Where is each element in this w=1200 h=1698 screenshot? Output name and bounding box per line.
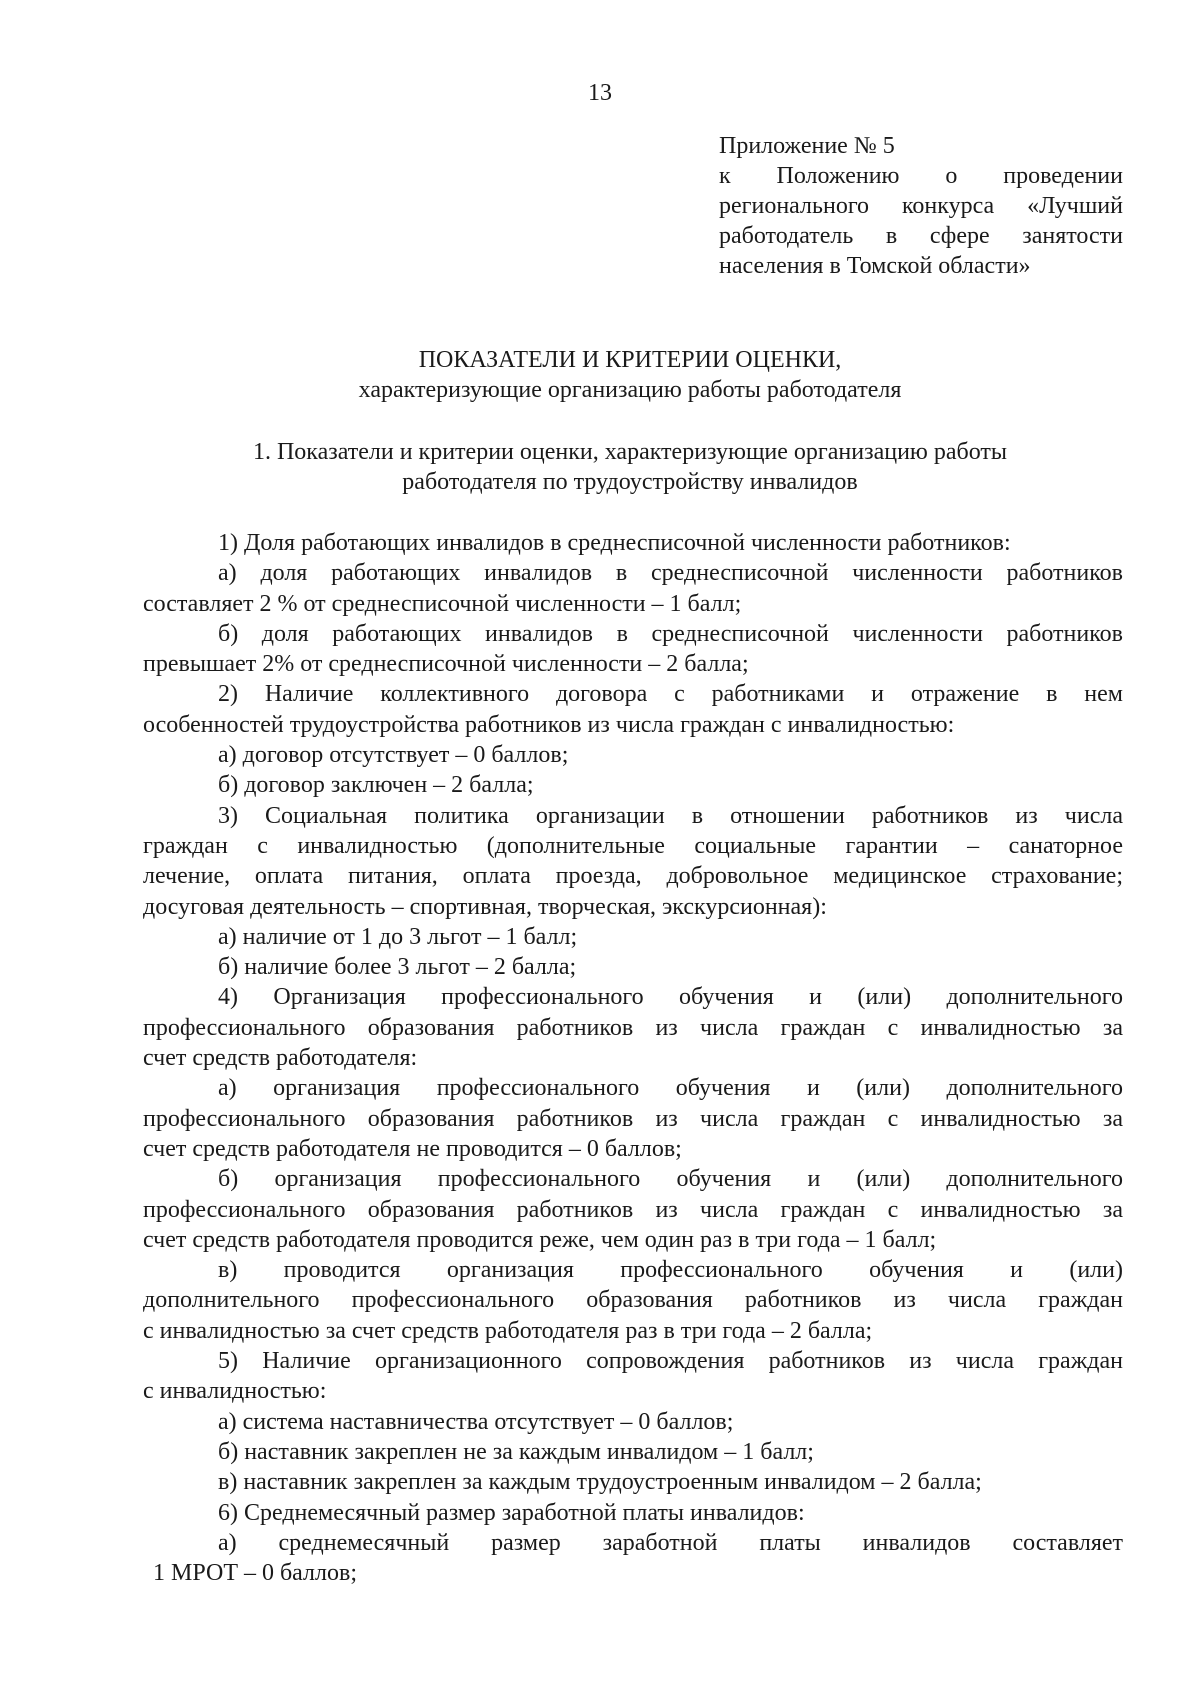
body-line: б) наставник закреплен не за каждым инвалидом – 1 балл; [218,1438,814,1465]
body-line: счет средств работодателя: [143,1045,418,1072]
appendix-line: регионального конкурса «Лучший [719,193,1123,219]
body-line: а) договор отсутствует – 0 баллов; [218,742,569,769]
section-heading-line: работодателя по трудоустройству инвалидов [402,469,858,495]
body-line: с инвалидностью за счет средств работодателя раз в три года – 2 балла; [143,1317,873,1344]
body-line: б) доля работающих инвалидов в среднесписочной численности работников [218,620,1123,647]
body-line: в) проводится организация профессионального обучения и (или) [218,1257,1123,1284]
body-line: профессионального образования работников из числа граждан с инвалидностью за [143,1014,1123,1041]
body-line: а) организация профессионального обучения и (или) дополнительного [218,1075,1123,1102]
title-line: ПОКАЗАТЕЛИ И КРИТЕРИИ ОЦЕНКИ, [418,347,842,373]
section-heading [0,437,1200,497]
appendix-line: населения в Томской области» [719,253,1031,279]
body-line: 5) Наличие организационного сопровождения работников из числа граждан [218,1348,1123,1375]
appendix-header [719,131,1123,281]
body-line: б) наличие более 3 льгот – 2 балла; [218,954,577,981]
body-line: лечение, оплата питания, оплата проезда, добровольное медицинское страхование; [143,863,1123,890]
body-line: дополнительного профессионального образования работников из числа граждан [143,1287,1123,1314]
body-line: 4) Организация профессионального обучения и (или) дополнительного [218,984,1123,1011]
body-line: а) среднемесячный размер заработной платы инвалидов составляет [218,1529,1123,1556]
body-line: б) договор заключен – 2 балла; [218,772,534,799]
body-line: превышает 2% от среднесписочной численности – 2 балла; [143,651,749,678]
body-line: 1) Доля работающих инвалидов в среднесписочной численности работников: [218,530,1011,556]
body-line: профессионального образования работников из числа граждан с инвалидностью за [143,1105,1123,1132]
body-line: досуговая деятельность – спортивная, творческая, экскурсионная): [143,893,827,920]
body-line: 2) Наличие коллективного договора с работниками и отражение в нем [218,681,1123,708]
appendix-line: к Положению о проведении [719,163,1123,189]
body-line: 1 МРОТ – 0 баллов; [153,1560,357,1587]
appendix-line: Приложение № 5 [719,133,895,159]
body-text [143,528,1123,1588]
appendix-line: работодатель в сфере занятости [719,223,1123,249]
body-line: счет средств работодателя проводится реже, чем один раз в три года – 1 балл; [143,1226,937,1253]
body-line: 6) Среднемесячный размер заработной платы инвалидов: [218,1499,805,1526]
page-number: 13 [588,80,612,106]
body-line: особенностей трудоустройства работников из числа граждан с инвалидностью: [143,711,955,738]
subtitle-line: характеризующие организацию работы работодателя [358,377,902,403]
body-line: с инвалидностью: [143,1378,327,1405]
body-line: в) наставник закреплен за каждым трудоустроенным инвалидом – 2 балла; [218,1469,982,1496]
body-line: счет средств работодателя не проводится – 0 баллов; [143,1135,682,1162]
body-line: а) наличие от 1 до 3 льгот – 1 балл; [218,923,578,950]
body-line: б) организация профессионального обучения и (или) дополнительного [218,1166,1123,1193]
document-title [0,345,1200,405]
body-line: составляет 2 % от среднесписочной численности – 1 балл; [143,590,742,617]
body-line: 3) Социальная политика организации в отношении работников из числа [218,802,1123,829]
body-line: граждан с инвалидностью (дополнительные социальные гарантии – санаторное [143,832,1123,859]
body-line: а) система наставничества отсутствует – 0 баллов; [218,1408,734,1435]
body-line: а) доля работающих инвалидов в среднесписочной численности работников [218,560,1123,587]
section-heading-line: 1. Показатели и критерии оценки, характеризующие организацию работы [252,439,1008,465]
body-line: профессионального образования работников из числа граждан с инвалидностью за [143,1196,1123,1223]
